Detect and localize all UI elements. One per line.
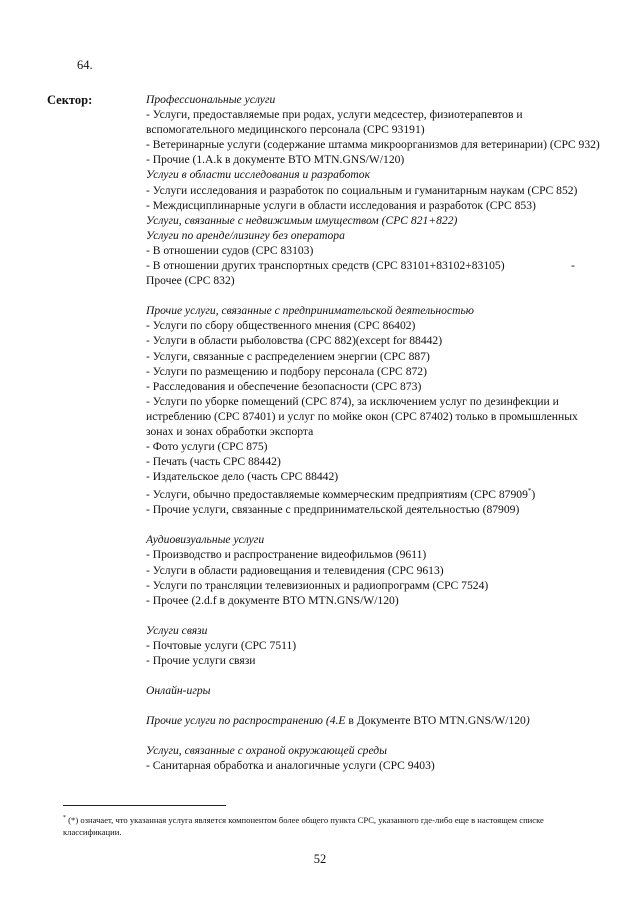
list-item: - Услуги по сбору общественного мнения (CPC 86402) <box>146 319 416 333</box>
group-heading-professional: Профессиональные услуги <box>146 93 276 106</box>
list-item: Прочее (CPC 832) <box>146 274 235 288</box>
group-heading-distribution <box>146 713 608 728</box>
list-item: - Услуги, предоставляемые при родах, услуги медсестер, физиотерапевтов и вспомогательного медицинского персонала (CPC 93191) <box>146 108 523 137</box>
list-item: - Издательское дело (часть CPC 88442) <box>146 470 339 484</box>
heading-plain-part: в Документе ВТО MTN.GNS/W/120 <box>345 714 526 728</box>
list-item-close: ) <box>531 488 536 502</box>
list-item: - Печать (часть CPC 88442) <box>146 455 281 469</box>
list-item: - Прочие услуги, связанные с предпринимательской деятельностью (87909) <box>146 503 520 517</box>
group-heading-environmental: Услуги, связанные с охраной окружающей среды <box>146 744 388 758</box>
list-item: - Фото услуги (CPC 875) <box>146 440 268 454</box>
footnote-text: (*) означает, что указанная услуга является компонентом более общего пункта CPC, указанного где-либо еще в настоящем списке классификации. <box>63 814 544 837</box>
group-heading-online-games: Онлайн-игры <box>146 684 211 698</box>
list-item: - Услуги исследования и разработок по социальным и гуманитарным наукам (CPC 852) <box>146 183 578 197</box>
list-item-text: - В отношении других транспортных средств (CPC 83101+83102+83105) <box>146 259 505 273</box>
list-item: - В отношении судов (CPC 83103) <box>146 243 314 257</box>
list-item: - Ветеринарные услуги (содержание штамма микроорганизмов для ветеринарии) (CPC 932) <box>146 138 600 152</box>
list-item: - Прочее (2.d.f в документе ВТО MTN.GNS/W/120) <box>146 593 399 607</box>
group-heading-rental: Услуги по аренде/лизингу без оператора <box>146 228 345 242</box>
group-heading-communication: Услуги связи <box>146 623 208 637</box>
heading-italic-part: Прочие услуги по распространению (4.E <box>146 714 346 728</box>
heading-italic-end: ) <box>525 714 530 728</box>
list-item: - Прочие услуги связи <box>146 654 256 668</box>
list-item: - Услуги в области рыболовства (CPC 882)(except for 88442) <box>146 334 443 348</box>
footnote-divider <box>63 805 226 806</box>
group-heading-research: Услуги в области исследования и разработок <box>146 168 371 182</box>
footnote-mark: * <box>63 815 66 821</box>
list-item: - Услуги в области радиовещания и телевидения (CPC 9613) <box>146 563 444 577</box>
group-heading-real-estate: Услуги, связанные с недвижимым имуществом (CPC 821+822) <box>146 213 458 227</box>
stray-dash: - <box>571 259 575 273</box>
list-item <box>146 484 608 502</box>
group-heading-audiovisual: Аудиовизуальные услуги <box>146 533 265 547</box>
list-item: - Услуги по размещению и подбору персонала (CPC 872) <box>146 364 427 378</box>
list-item: - Междисциплинарные услуги в области исследования и разработок (CPC 853) <box>146 198 536 212</box>
sector-label: Сектор: <box>47 93 93 107</box>
list-item: - Почтовые услуги (CPC 7511) <box>146 638 297 652</box>
list-item: - Санитарная обработка и аналогичные услуги (CPC 9403) <box>146 759 435 773</box>
group-heading-business: Прочие услуги, связанные с предпринимательской деятельностью <box>146 304 474 318</box>
list-item: - Услуги, связанные с распределением энергии (CPC 887) <box>146 349 430 363</box>
list-item-text: - Услуги, обычно предоставляемые коммерческим предприятиям (CPC 87909 <box>146 488 528 502</box>
list-item: - Прочие (1.A.k в документе ВТО MTN.GNS/W/120) <box>146 153 405 167</box>
sector-content <box>146 92 608 774</box>
list-item: - Услуги по трансляции телевизионных и радиопрограмм (CPC 7524) <box>146 578 489 592</box>
paragraph-number: 64. <box>77 58 93 72</box>
list-item: - Производство и распространение видеофильмов (9611) <box>146 548 427 562</box>
list-item <box>146 258 608 273</box>
list-item: - Услуги по уборке помещений (CPC 874), за исключением услуг по дезинфекции и истреблению (CPC 87401) и услуг по мойке окон (CPC 87402) только в промышленных зонах и зонах обработки экспорта <box>146 394 578 438</box>
footnote <box>63 812 583 838</box>
page-number: 52 <box>313 852 327 866</box>
footnote-mark: * <box>527 487 532 496</box>
list-item: - Расследования и обеспечение безопасности (CPC 873) <box>146 379 422 393</box>
